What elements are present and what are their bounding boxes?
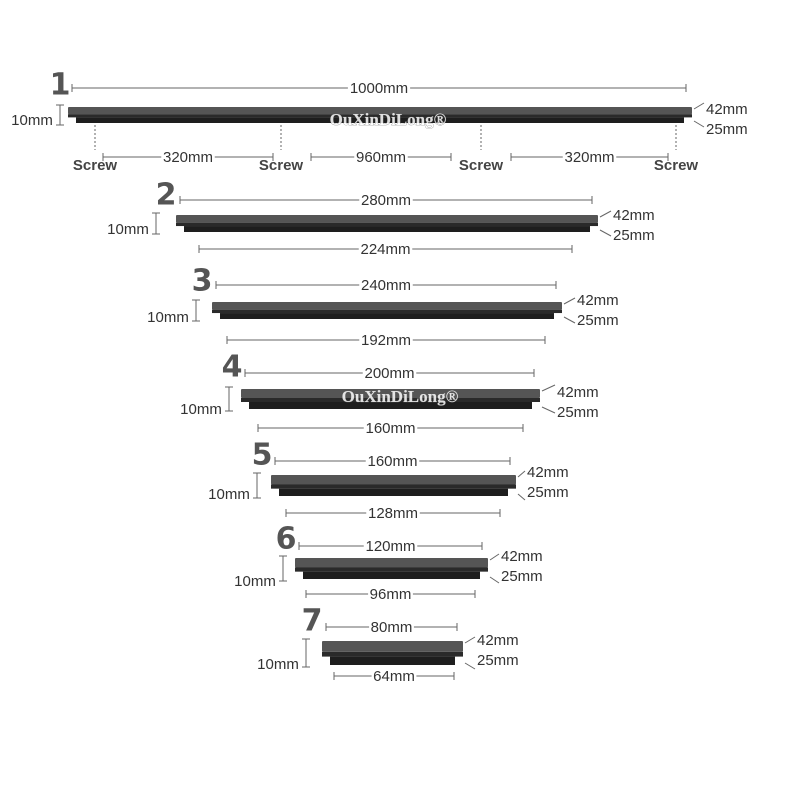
handle-4-number: 4 (221, 349, 243, 385)
handle-1-base-width-label: 25mm (706, 120, 748, 138)
handle-1-width-label: 42mm (706, 100, 748, 118)
handle-3-width-leader (564, 298, 575, 304)
handle-3-top-face (212, 302, 562, 310)
handle-4-thickness-label: 10mm (180, 400, 222, 418)
handle-7-top-face (322, 641, 463, 652)
handle-6-hole-spacing-label: 96mm (369, 585, 412, 603)
handle-7-base-width-label: 25mm (477, 651, 519, 669)
handle-1-number: 1 (49, 67, 71, 103)
handle-2-thickness-label: 10mm (107, 220, 149, 238)
handle-3-thickness-label: 10mm (147, 308, 189, 326)
handle-2-number: 2 (155, 177, 177, 213)
handle-4-base-width-label: 25mm (557, 403, 599, 421)
handle-3-number: 3 (191, 263, 213, 299)
handle-2-front-face (176, 223, 598, 226)
handle-2-width-leader (600, 211, 611, 217)
handle-6-width-label: 42mm (501, 547, 543, 565)
handle-1-edge-offset-right-label: 320mm (564, 148, 615, 166)
handle-5-length-label: 160mm (367, 452, 418, 470)
handle-5-thickness-label: 10mm (208, 485, 250, 503)
handle-7-front-face (322, 652, 463, 657)
handle-5-top-face (271, 475, 516, 484)
handle-3-length-label: 240mm (360, 276, 412, 294)
handle-3-base-width-label: 25mm (577, 311, 619, 329)
handle-1-screw-label-2: Screw (258, 156, 304, 174)
handle-6-base (303, 572, 480, 579)
handle-6-top-face (295, 558, 488, 567)
handle-5-width-label: 42mm (527, 463, 569, 481)
handle-3-base (220, 313, 554, 319)
handle-5-number: 5 (251, 437, 273, 473)
handle-2-base-width-leader (600, 230, 611, 236)
handle-4-length-label: 200mm (364, 364, 415, 382)
watermark-top: OuXinDiLong® (329, 109, 447, 129)
handle-1-thickness-label: 10mm (11, 111, 53, 129)
handle-1-screw-label-3: Screw (458, 156, 504, 174)
handle-7-thickness-label: 10mm (257, 655, 299, 673)
handle-5-base (279, 489, 508, 496)
handle-1-width-leader (694, 103, 704, 109)
handle-1-screw-label-1: Screw (72, 156, 118, 174)
handle-4-base-width-leader (542, 407, 555, 413)
handle-6-length-label: 120mm (365, 537, 416, 555)
handle-7-base-width-leader (465, 663, 475, 669)
handle-2-base-width-label: 25mm (613, 226, 655, 244)
handle-6-base-width-label: 25mm (501, 567, 543, 585)
handle-5-base-width-label: 25mm (527, 483, 569, 501)
handle-3-hole-spacing-label: 192mm (360, 331, 412, 349)
handle-5-hole-spacing-label: 128mm (367, 504, 419, 522)
handle-3-base-width-leader (564, 317, 575, 323)
handle-7-length-label: 80mm (370, 618, 413, 636)
handle-2-hole-spacing-label: 224mm (360, 240, 411, 258)
handle-5-width-leader (518, 471, 525, 477)
handle-7-width-label: 42mm (477, 631, 519, 649)
handle-1-screw-label-4: Screw (653, 156, 699, 174)
handle-6-number: 6 (275, 521, 297, 557)
handle-1-edge-offset-left-label: 320mm (162, 148, 214, 166)
handle-7-width-leader (465, 637, 475, 643)
handle-7-number: 7 (301, 603, 323, 639)
handle-5-base-width-leader (518, 494, 525, 500)
handle-4-width-leader (542, 385, 555, 391)
handle-1-base-width-leader (694, 121, 704, 127)
handle-1-length-label: 1000mm (349, 79, 409, 97)
handle-2-length-label: 280mm (360, 191, 412, 209)
handle-4-width-label: 42mm (557, 383, 599, 401)
handle-3-width-label: 42mm (577, 291, 619, 309)
handle-6-width-leader (490, 554, 499, 560)
handle-5-front-face (271, 484, 516, 488)
handle-2-width-label: 42mm (613, 206, 655, 224)
handle-7-base (330, 657, 455, 665)
handle-3-front-face (212, 310, 562, 313)
watermark-middle: OuXinDiLong® (341, 386, 459, 406)
handle-2-top-face (176, 215, 598, 223)
handle-2-base (184, 226, 590, 232)
handle-7-hole-spacing-label: 64mm (373, 667, 415, 685)
handle-6-thickness-label: 10mm (234, 572, 276, 590)
handle-6-base-width-leader (490, 577, 499, 583)
handle-6-front-face (295, 567, 488, 571)
handle-4-hole-spacing-label: 160mm (365, 419, 416, 437)
handle-1-hole-spacing-label: 960mm (355, 148, 407, 166)
